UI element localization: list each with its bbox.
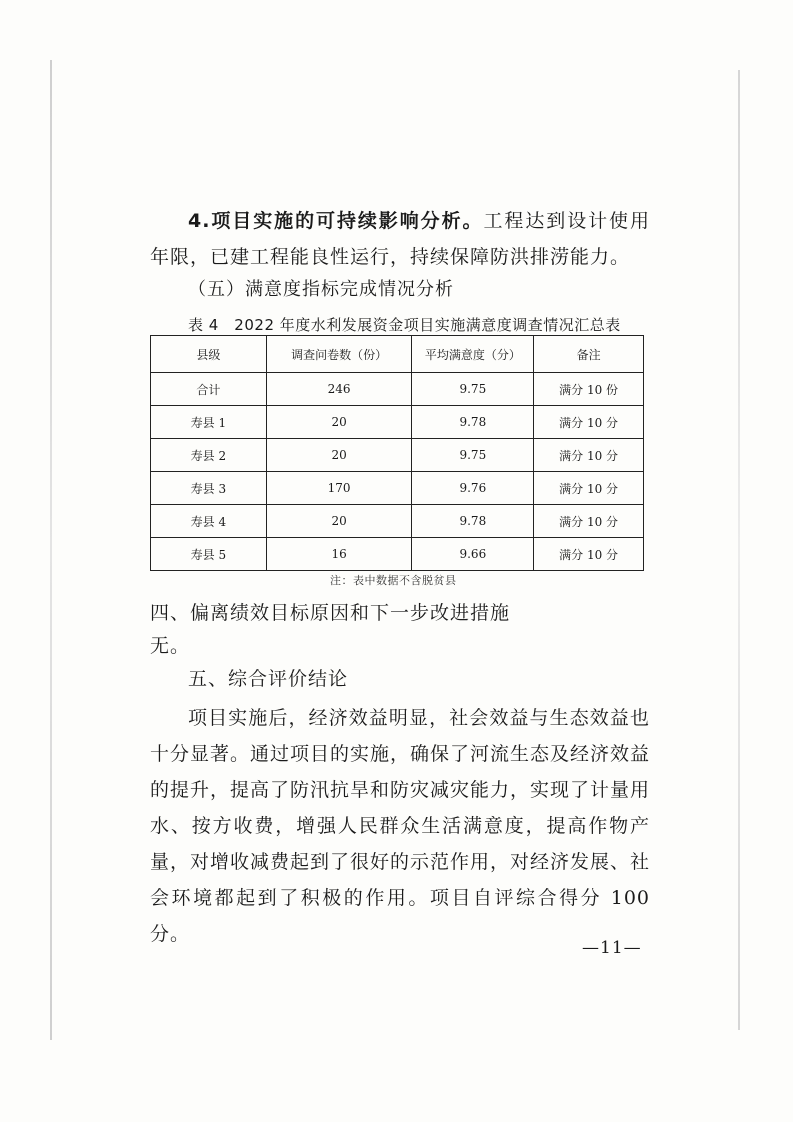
page-number: —11— [582, 938, 642, 958]
survey-count-cell: 170 [266, 472, 412, 505]
column-header: 调查问卷数（份） [266, 336, 412, 373]
county-cell: 寿县 5 [151, 538, 267, 571]
table-row [151, 472, 644, 505]
table-row [151, 406, 644, 439]
remark-cell: 满分 10 分 [534, 538, 644, 571]
conclusion-paragraph: 项目实施后，经济效益明显，社会效益与生态效益也十分显著。通过项目的实施，确保了河流生态及经济效益的提升，提高了防汛抗旱和防灾减灾能力，实现了计量用水、按方收费，增强人民群众生活满意度，提高作物产量，对增收减费起到了很好的示范作用，对经济发展、社会环境都起到了积极的作用。项目自评综合得分 100 分。 [150, 707, 651, 945]
section-five-heading: 五、综合评价结论 [188, 668, 349, 690]
survey-count-cell: 16 [266, 538, 412, 571]
satisfaction-table [150, 335, 644, 571]
county-cell: 寿县 1 [151, 406, 267, 439]
survey-count-cell: 20 [266, 439, 412, 472]
satisfaction-subheading: （五）满意度指标完成情况分析 [188, 279, 454, 300]
avg-score-cell: 9.76 [412, 472, 534, 505]
scan-edge-left [50, 60, 52, 1040]
avg-score-cell: 9.66 [412, 538, 534, 571]
table-row [151, 439, 644, 472]
remark-cell: 满分 10 份 [534, 373, 644, 406]
avg-score-cell: 9.78 [412, 505, 534, 538]
sustainability-body: 工程达到设计使用年限，已建工程能良性运行，持续保障防洪排涝能力。 [150, 210, 650, 268]
remark-cell: 满分 10 分 [534, 439, 644, 472]
section-four-body: 无。 [150, 635, 191, 657]
avg-score-cell: 9.78 [412, 406, 534, 439]
survey-count-cell: 246 [266, 373, 412, 406]
remark-cell: 满分 10 分 [534, 406, 644, 439]
sustainability-lead: 4.项目实施的可持续影响分析。 [188, 210, 484, 232]
section-four-heading: 四、偏离绩效目标原因和下一步改进措施 [150, 602, 511, 624]
county-cell: 寿县 4 [151, 505, 267, 538]
column-header: 平均满意度（分） [412, 336, 534, 373]
remark-cell: 满分 10 分 [534, 472, 644, 505]
county-cell: 合计 [151, 373, 267, 406]
survey-count-cell: 20 [266, 406, 412, 439]
table-row [151, 373, 644, 406]
survey-count-cell: 20 [266, 505, 412, 538]
avg-score-cell: 9.75 [412, 439, 534, 472]
table-row [151, 538, 644, 571]
table-row [151, 505, 644, 538]
table-header-row [151, 336, 644, 373]
table-note: 注：表中数据不含脱贫县 [330, 574, 457, 587]
remark-cell: 满分 10 分 [534, 505, 644, 538]
county-cell: 寿县 2 [151, 439, 267, 472]
column-header: 县级 [151, 336, 267, 373]
table-caption: 表 4 2022 年度水利发展资金项目实施满意度调查情况汇总表 [188, 316, 621, 334]
county-cell: 寿县 3 [151, 472, 267, 505]
sustainability-paragraph [150, 203, 650, 275]
column-header: 备注 [534, 336, 644, 373]
scan-edge-right [738, 70, 740, 1030]
avg-score-cell: 9.75 [412, 373, 534, 406]
